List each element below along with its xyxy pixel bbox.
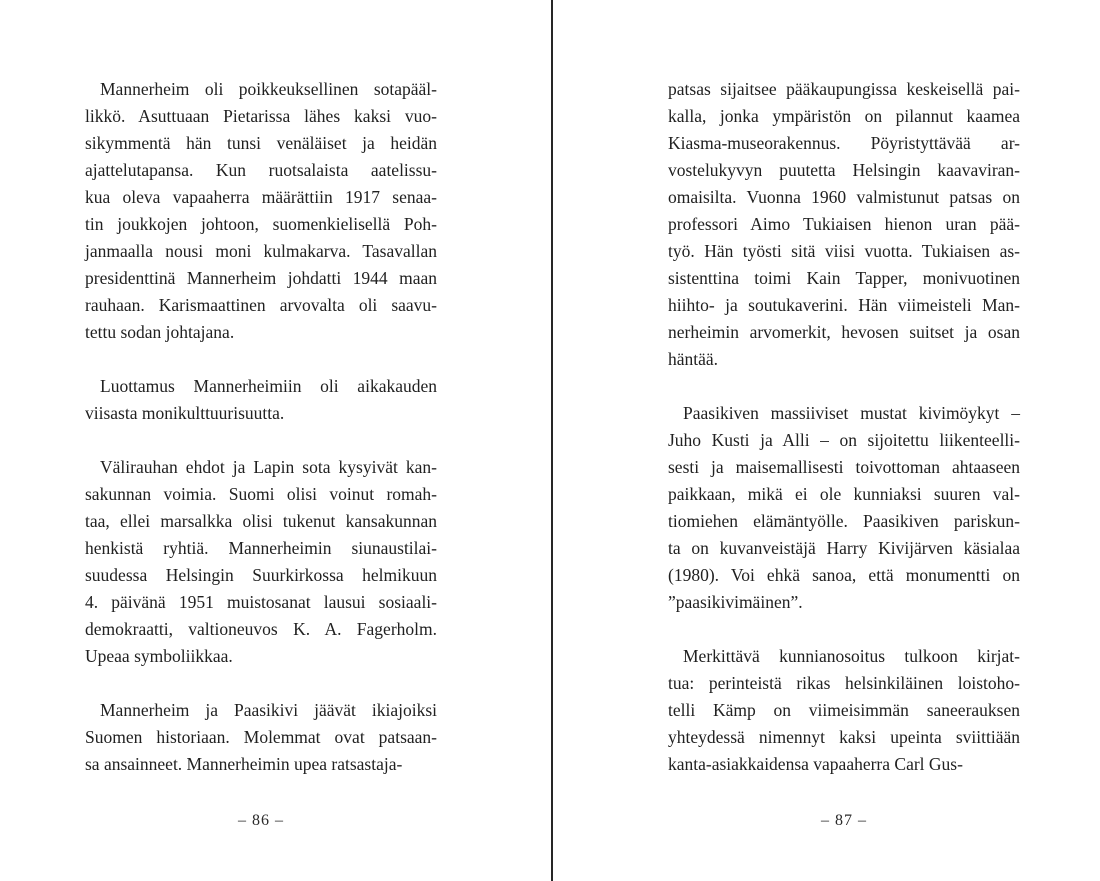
text-line: Mannerheim oli poikkeuksellinen sotapääl-: [100, 79, 437, 99]
text-line: kua oleva vapaaherra määrättiin 1917 senaa-: [85, 187, 437, 207]
text-line: nerheimin arvomerkit, hevosen suitset ja osan: [668, 322, 1020, 342]
paragraph: [85, 373, 437, 427]
text-line: professori Aimo Tukiaisen hienon uran pää-: [668, 214, 1020, 234]
text-line: likkö. Asuttuaan Pietarissa lähes kaksi vuo-: [85, 106, 437, 126]
text-line: tettu sodan johtajana.: [85, 322, 235, 342]
text-line: Merkittävä kunnianosoitus tulkoon kirjat-: [683, 646, 1020, 666]
text-line: häntää.: [668, 349, 719, 369]
text-line: ta on kuvanveistäjä Harry Kivijärven käsialaa: [668, 538, 1020, 558]
text-line: Juho Kusti ja Alli – on sijoitettu liikenteelli-: [668, 430, 1020, 450]
text-line: Kiasma-museorakennus. Pöyristyttävää ar-: [668, 133, 1020, 153]
text-line: Luottamus Mannerheimiin oli aikakauden: [100, 376, 437, 396]
text-line: sistenttina toimi Kain Tapper, monivuotinen: [668, 268, 1020, 288]
text-line: työ. Hän työsti sitä viisi vuotta. Tukiaisen as-: [668, 241, 1020, 261]
paragraph: [668, 400, 1020, 616]
text-line: viisasta monikulttuurisuutta.: [85, 403, 285, 423]
text-line: hiihto- ja soutukaverini. Hän viimeisteli Man-: [668, 295, 1020, 315]
page-right: [553, 0, 1100, 881]
text-line: tin joukkojen johtoon, suomenkielisellä Poh-: [85, 214, 437, 234]
text-line: taa, ellei marsalkka olisi tukenut kansakunnan: [85, 511, 437, 531]
text-line: demokraatti, valtioneuvos K. A. Fagerholm.: [85, 619, 437, 639]
text-line: suudessa Helsingin Suurkirkossa helmikuun: [85, 565, 437, 585]
paragraph: [85, 76, 437, 346]
text-line: ajattelutapansa. Kun ruotsalaista aatelissu-: [85, 160, 437, 180]
text-line: tiomiehen elämäntyölle. Paasikiven pariskun-: [668, 511, 1020, 531]
text-line: janmaalla nousi moni kulmakarva. Tasavallan: [85, 241, 437, 261]
text-line: (1980). Voi ehkä sanoa, että monumentti on: [668, 565, 1020, 585]
text-line: sa ansainneet. Mannerheimin upea ratsastaja-: [85, 754, 403, 774]
text-line: sakunnan voimia. Suomi olisi voinut romah-: [85, 484, 437, 504]
text-line: telli Kämp on viimeisimmän saneerauksen: [668, 700, 1020, 720]
text-line: tua: perinteistä rikas helsinkiläinen loistoho-: [668, 673, 1020, 693]
text-line: 4. päivänä 1951 muistosanat lausui sosiaali-: [85, 592, 437, 612]
text-line: sesti ja maisemallisesti toivottoman ahtaaseen: [668, 457, 1020, 477]
text-line: Mannerheim ja Paasikivi jäävät ikiajoiksi: [100, 700, 437, 720]
text-line: ”paasikivimäinen”.: [668, 592, 803, 612]
text-line: Suomen historiaan. Molemmat ovat patsaan-: [85, 727, 437, 747]
text-line: patsas sijaitsee pääkaupungissa keskeisellä pai-: [668, 79, 1020, 99]
text-line: kalla, jonka ympäristön on pilannut kaamea: [668, 106, 1020, 126]
text-line: vostelukyvyn puutetta Helsingin kaavaviran-: [668, 160, 1020, 180]
text-line: yhteydessä nimennyt kaksi upeinta sviittiään: [668, 727, 1020, 747]
text-line: presidenttinä Mannerheim johdatti 1944 maan: [85, 268, 437, 288]
paragraph: [668, 76, 1020, 373]
text-line: paikkaan, mikä ei ole kunniaksi suuren val-: [668, 484, 1020, 504]
page-left-text: [85, 76, 437, 778]
text-line: Paasikiven massiiviset mustat kivimöykyt –: [683, 403, 1020, 423]
text-line: omaisilta. Vuonna 1960 valmistunut patsas on: [668, 187, 1020, 207]
paragraph: [85, 697, 437, 778]
text-line: sikymmentä hän tunsi venäläiset ja heidän: [85, 133, 437, 153]
text-line: kanta-asiakkaidensa vapaaherra Carl Gus-: [668, 754, 963, 774]
text-line: henkistä ryhtiä. Mannerheimin siunaustilai-: [85, 538, 437, 558]
text-line: rauhaan. Karismaattinen arvovalta oli saavu-: [85, 295, 437, 315]
text-line: Upeaa symboliikkaa.: [85, 646, 233, 666]
paragraph: [85, 454, 437, 670]
page-right-text: [668, 76, 1020, 778]
text-line: Välirauhan ehdot ja Lapin sota kysyivät kan-: [100, 457, 437, 477]
paragraph: [668, 643, 1020, 778]
page-number-left: – 86 –: [238, 812, 284, 829]
page-number-right: – 87 –: [821, 812, 867, 829]
